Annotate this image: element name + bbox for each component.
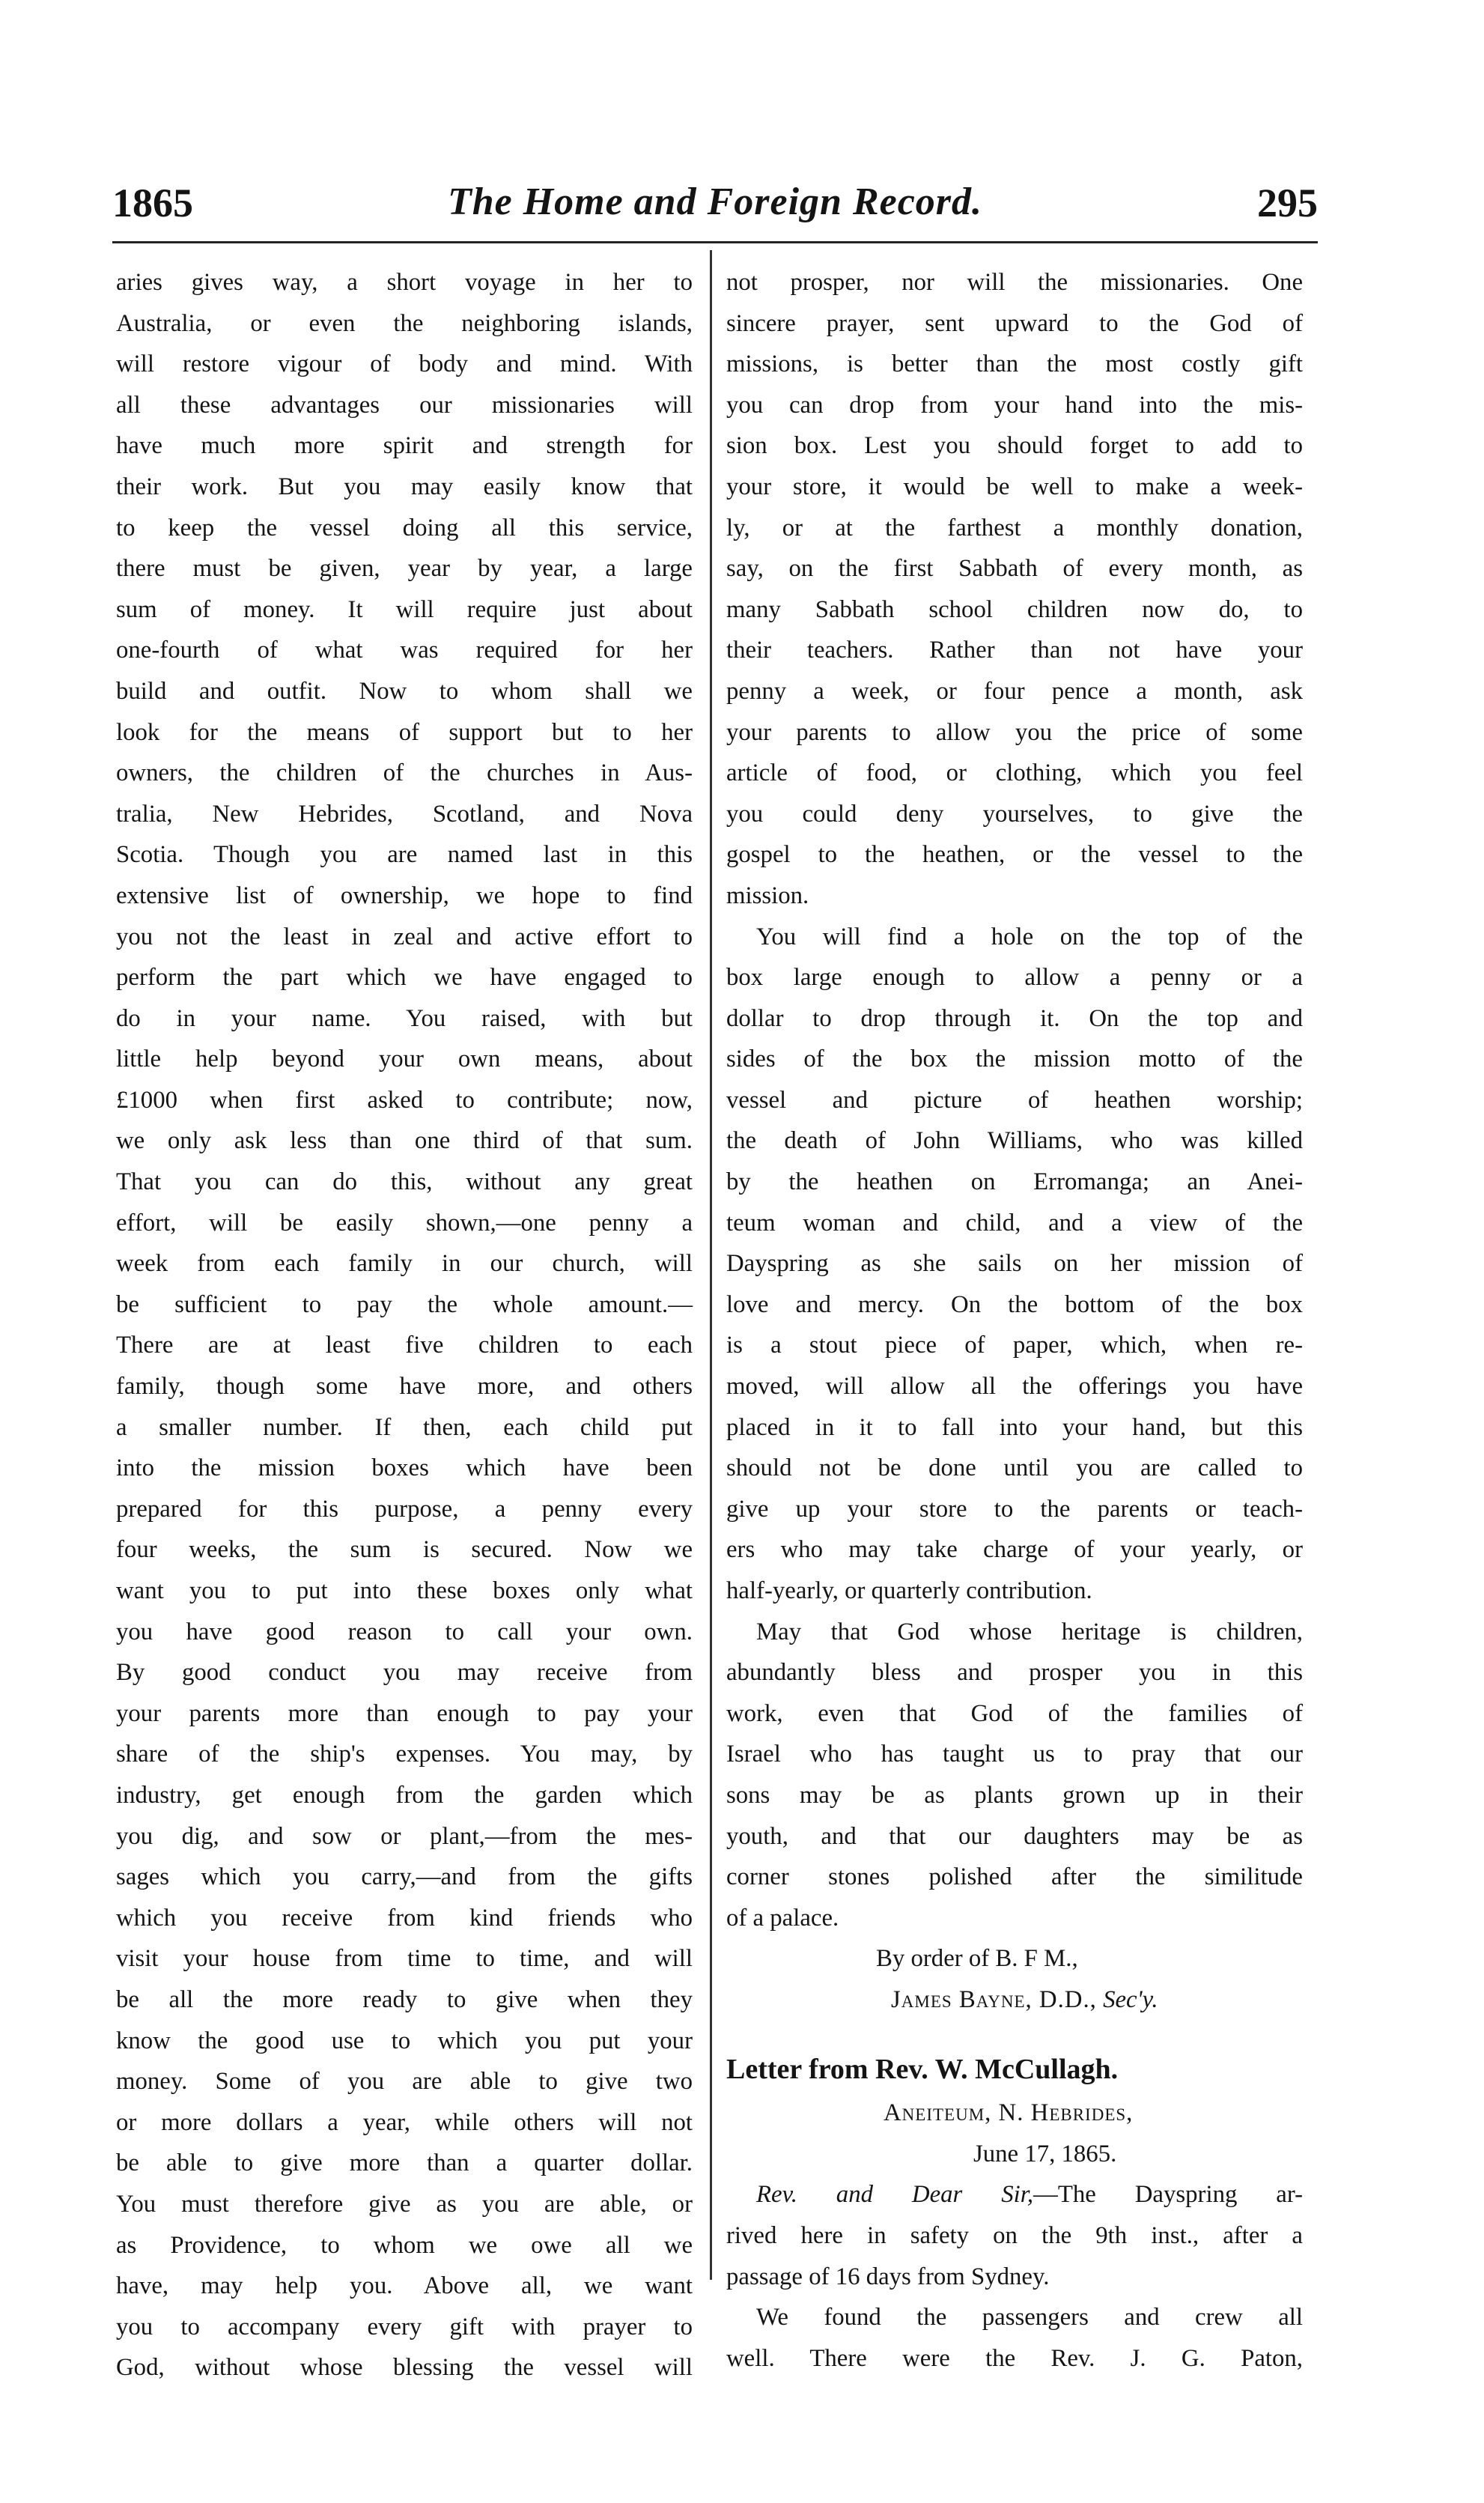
text-line: rived here in safety on the 9th inst., after a	[726, 2221, 1303, 2249]
text-line: vessel and picture of heathen worship;	[726, 1086, 1303, 1114]
paragraph-prayer	[726, 262, 1303, 917]
text-line: the death of John Williams, who was killed	[726, 1127, 1303, 1155]
paragraph-mission-box	[726, 917, 1303, 1612]
running-header	[112, 180, 1318, 247]
text-line: effort, will be easily shown,—one penny a	[116, 1209, 693, 1237]
text-line: or more dollars a year, while others will not	[116, 2108, 693, 2136]
text-line: look for the means of support but to her	[116, 718, 693, 746]
text-line: their work. But you may easily know that	[116, 473, 693, 500]
text-line: there must be given, year by year, a large	[116, 555, 693, 583]
text-line: give up your store to the parents or teach-	[726, 1495, 1303, 1523]
text-line: be all the more ready to give when they	[116, 1985, 693, 2013]
text-line: youth, and that our daughters may be as	[726, 1822, 1303, 1850]
text-line: say, on the first Sabbath of every month, as	[726, 555, 1303, 583]
text-line: week from each family in our church, will	[116, 1250, 693, 1278]
text-line: not prosper, nor will the missionaries. One	[726, 269, 1303, 296]
text-line: love and mercy. On the bottom of the box	[726, 1290, 1303, 1318]
text-line: is a stout piece of paper, which, when re-	[726, 1332, 1303, 1359]
page-number: 295	[1257, 180, 1318, 225]
text-line: four weeks, the sum is secured. Now we	[116, 1536, 693, 1564]
text-line: will restore vigour of body and mind. With	[116, 351, 693, 378]
text-line: moved, will allow all the offerings you have	[726, 1373, 1303, 1401]
letter-salutation: Rev. and Dear Sir,	[756, 2181, 1034, 2209]
text-line: teum woman and child, and a view of the	[726, 1209, 1303, 1237]
text-line: Scotia. Though you are named last in this	[116, 841, 693, 869]
text-line: of a palace.	[726, 1904, 839, 1932]
text-line: passage of 16 days from Sydney.	[726, 2263, 1050, 2290]
text-line: That you can do this, without any great	[116, 1168, 693, 1196]
text-line: ers who may take charge of your yearly, or	[726, 1536, 1303, 1564]
text-line: into the mission boxes which have been	[116, 1454, 693, 1482]
text-line: visit your house from time to time, and will	[116, 1945, 693, 1973]
text-line: their teachers. Rather than not have your	[726, 637, 1303, 664]
text-line: mission.	[726, 882, 809, 909]
text-line: dollar to drop through it. On the top and	[726, 1004, 1303, 1032]
column-divider	[710, 250, 712, 2280]
text-line: a smaller number. If then, each child put	[116, 1413, 693, 1441]
letter-place: Aneiteum, N. Hebrides,	[884, 2099, 1134, 2127]
text-line: well. There were the Rev. J. G. Paton,	[726, 2344, 1303, 2372]
text-line: box large enough to allow a penny or a	[726, 964, 1303, 992]
text-line: build and outfit. Now to whom shall we	[116, 677, 693, 705]
text-line: be able to give more than a quarter dollar.	[116, 2149, 693, 2177]
text-line: God, without whose blessing the vessel will	[116, 2354, 693, 2382]
paragraph-blessing	[726, 1612, 1303, 1939]
letter-paragraph	[726, 2215, 1303, 2297]
text-line: sages which you carry,—and from the gifts	[116, 1863, 693, 1891]
text-line: corner stones polished after the similitude	[726, 1863, 1303, 1891]
text-line: all these advantages our missionaries will	[116, 391, 693, 419]
text-line: £1000 when first asked to contribute; now,	[116, 1086, 693, 1114]
text-line: You must therefore give as you are able, or	[116, 2190, 693, 2218]
text-line: you not the least in zeal and active effort to	[116, 923, 693, 950]
text-line: your parents to allow you the price of some	[726, 718, 1303, 746]
text-line: You will find a hole on the top of the	[756, 923, 1303, 950]
text-line: you could deny yourselves, to give the	[726, 800, 1303, 828]
right-column	[726, 262, 1303, 2379]
text-line: article of food, or clothing, which you feel	[726, 759, 1303, 787]
text-line: owners, the children of the churches in Aus-	[116, 759, 693, 787]
text-line: prepared for this purpose, a penny every	[116, 1495, 693, 1523]
text-line: your parents more than enough to pay your	[116, 1699, 693, 1727]
text-line: we only ask less than one third of that sum.	[116, 1127, 693, 1155]
text-line: your store, it would be well to make a week-	[726, 473, 1303, 500]
text-line: penny a week, or four pence a month, ask	[726, 677, 1303, 705]
left-column	[116, 262, 693, 2388]
text-line: be sufficient to pay the whole amount.—	[116, 1290, 693, 1318]
text-line: do in your name. You raised, with but	[116, 1004, 693, 1032]
text-line: ly, or at the farthest a monthly donation,	[726, 514, 1303, 541]
letter-date: June 17, 1865.	[973, 2140, 1117, 2167]
letter-opening-text: —The Dayspring ar-	[1033, 2181, 1304, 2209]
text-line: one-fourth of what was required for her	[116, 637, 693, 664]
text-line: sides of the box the mission motto of the	[726, 1046, 1303, 1073]
text-line: missions, is better than the most costly gift	[726, 351, 1303, 378]
letter-heading: Letter from Rev. W. McCullagh.	[726, 2053, 1119, 2085]
signature-order: By order of B. F M.,	[876, 1945, 1078, 1973]
text-line: abundantly bless and prosper you in this	[726, 1659, 1303, 1687]
text-line: as Providence, to whom we owe all we	[116, 2231, 693, 2259]
text-line: Dayspring as she sails on her mission of	[726, 1250, 1303, 1278]
text-line: There are at least five children to each	[116, 1332, 693, 1359]
text-line: extensive list of ownership, we hope to find	[116, 882, 693, 909]
text-line: to keep the vessel doing all this service,	[116, 514, 693, 541]
text-line: perform the part which we have engaged to	[116, 964, 693, 992]
text-line: money. Some of you are able to give two	[116, 2068, 693, 2096]
text-line: By good conduct you may receive from	[116, 1659, 693, 1687]
text-line: by the heathen on Erromanga; an Anei-	[726, 1168, 1303, 1196]
text-line: family, though some have more, and others	[116, 1373, 693, 1401]
text-line: May that God whose heritage is children,	[756, 1618, 1303, 1645]
text-line: you to accompany every gift with prayer to	[116, 2313, 693, 2340]
text-line: have much more spirit and strength for	[116, 432, 693, 460]
text-line: know the good use to which you put your	[116, 2027, 693, 2054]
text-line: which you receive from kind friends who	[116, 1904, 693, 1932]
text-line: you can drop from your hand into the mis-	[726, 391, 1303, 419]
text-line: tralia, New Hebrides, Scotland, and Nova	[116, 800, 693, 828]
signature-person: James Bayne, D.D.,	[891, 1985, 1097, 2013]
text-line: work, even that God of the families of	[726, 1699, 1303, 1727]
text-line: Australia, or even the neighboring islands,	[116, 309, 693, 337]
text-line: should not be done until you are called to	[726, 1454, 1303, 1482]
header-title: The Home and Foreign Record.	[447, 180, 983, 223]
text-line: gospel to the heathen, or the vessel to the	[726, 841, 1303, 869]
text-line: you dig, and sow or plant,—from the mes-	[116, 1822, 693, 1850]
text-line: industry, get enough from the garden which	[116, 1781, 693, 1809]
text-line: sum of money. It will require just about	[116, 595, 693, 623]
text-line: sion box. Lest you should forget to add to	[726, 432, 1303, 460]
text-line: you have good reason to call your own.	[116, 1618, 693, 1645]
letter-paragraph-2	[726, 2297, 1303, 2379]
text-line: half-yearly, or quarterly contribution.	[726, 1577, 1092, 1604]
signature-name	[726, 1979, 1303, 2021]
text-line: little help beyond your own means, about	[116, 1046, 693, 1073]
header-year: 1865	[112, 180, 193, 225]
text-line: share of the ship's expenses. You may, by	[116, 1741, 693, 1768]
header-rule	[112, 241, 1318, 243]
signature-role: Sec'y.	[1103, 1985, 1158, 2013]
text-line: want you to put into these boxes only what	[116, 1577, 693, 1604]
text-line: sons may be as plants grown up in their	[726, 1781, 1303, 1809]
text-line: We found the passengers and crew all	[756, 2304, 1303, 2331]
letter-opening-line	[726, 2174, 1303, 2215]
text-line: aries gives way, a short voyage in her to	[116, 269, 693, 296]
text-line: many Sabbath school children now do, to	[726, 595, 1303, 623]
text-line: placed in it to fall into your hand, but this	[726, 1413, 1303, 1441]
text-line: sincere prayer, sent upward to the God of	[726, 309, 1303, 337]
text-line: Israel who has taught us to pray that our	[726, 1741, 1303, 1768]
text-line: have, may help you. Above all, we want	[116, 2272, 693, 2300]
